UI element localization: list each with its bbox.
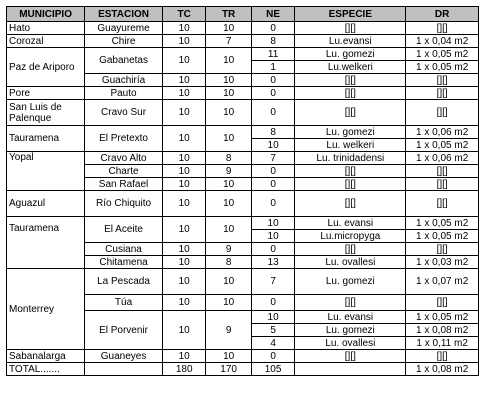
tr-cell: 9 (206, 311, 251, 350)
estacion-cell: Cravo Alto (85, 152, 163, 165)
especie-cell: Lu. welkeri (295, 139, 406, 152)
tr-cell: 8 (206, 152, 251, 165)
especie-cell: Lu. trinidadensi (295, 152, 406, 165)
dr-cell: 1 x 0,05 m2 (406, 48, 479, 61)
header-dr: DR (406, 7, 479, 22)
tc-cell: 10 (162, 295, 206, 311)
especie-cell: Lu.micropyga (295, 230, 406, 243)
estacion-cell: El Pretexto (85, 126, 163, 152)
estacion-cell: Cusiana (85, 243, 163, 256)
municipio-cell: Aguazul (7, 191, 85, 217)
header-especie: ESPECIE (295, 7, 406, 22)
dr-cell: [][] (406, 100, 479, 126)
ne-cell: 0 (251, 295, 295, 311)
total-especie-cell (295, 363, 406, 376)
estacion-cell: Guayureme (85, 22, 163, 35)
tr-cell: 10 (206, 100, 251, 126)
municipio-cell: Tauramena (7, 217, 85, 269)
ne-cell: 7 (251, 152, 295, 165)
tc-cell: 10 (162, 100, 206, 126)
tr-cell: 10 (206, 74, 251, 87)
total-label: TOTAL....... (7, 363, 85, 376)
ne-cell: 0 (251, 178, 295, 191)
tr-cell: 10 (206, 87, 251, 100)
tr-cell: 10 (206, 191, 251, 217)
estacion-cell: Charte (85, 165, 163, 178)
municipio-cell: San Luis de Palenque (7, 100, 85, 126)
dr-cell: [][] (406, 87, 479, 100)
tc-cell: 10 (162, 311, 206, 350)
especie-cell: [][] (295, 243, 406, 256)
tc-cell: 10 (162, 350, 206, 363)
dr-cell: [][] (406, 243, 479, 256)
estacion-cell: Cravo Sur (85, 100, 163, 126)
total-tr: 170 (206, 363, 251, 376)
tr-cell: 10 (206, 126, 251, 152)
municipio-cell: Paz de Ariporo (7, 48, 85, 87)
table-row (7, 126, 479, 139)
dr-cell: 1 x 0,05 m2 (406, 217, 479, 230)
estacion-cell: El Aceite (85, 217, 163, 243)
estacion-cell: El Porvenir (85, 311, 163, 350)
tc-cell: 10 (162, 22, 206, 35)
tr-cell: 10 (206, 295, 251, 311)
tc-cell: 10 (162, 178, 206, 191)
table-row (7, 35, 479, 48)
dr-cell: [][] (406, 191, 479, 217)
ne-cell: 13 (251, 256, 295, 269)
ne-cell: 8 (251, 126, 295, 139)
tr-cell: 10 (206, 48, 251, 74)
table-row (7, 152, 479, 165)
ne-cell: 4 (251, 337, 295, 350)
tc-cell: 10 (162, 217, 206, 243)
estacion-cell: Guachiría (85, 74, 163, 87)
tr-cell: 10 (206, 217, 251, 243)
especie-cell: Lu. evansi (295, 311, 406, 324)
table-row (7, 191, 479, 217)
tc-cell: 10 (162, 48, 206, 74)
tc-cell: 10 (162, 152, 206, 165)
data-sheet (6, 6, 479, 376)
municipio-cell: Tauramena (7, 126, 85, 152)
dr-cell: [][] (406, 350, 479, 363)
municipio-cell: Sabanalarga (7, 350, 85, 363)
total-ne: 105 (251, 363, 295, 376)
dr-cell: [][] (406, 22, 479, 35)
estacion-cell: Pauto (85, 87, 163, 100)
tr-cell: 10 (206, 269, 251, 295)
especie-cell: [][] (295, 191, 406, 217)
total-tc: 180 (162, 363, 206, 376)
dr-cell: [][] (406, 74, 479, 87)
ne-cell: 5 (251, 324, 295, 337)
especie-cell: Lu. gomezi (295, 324, 406, 337)
total-estacion-cell (85, 363, 163, 376)
ne-cell: 10 (251, 217, 295, 230)
estacion-cell: San Rafael (85, 178, 163, 191)
especie-cell: Lu.evansi (295, 35, 406, 48)
especie-cell: Lu. gomezi (295, 126, 406, 139)
dr-cell: 1 x 0,06 m2 (406, 126, 479, 139)
ne-cell: 0 (251, 100, 295, 126)
table-row (7, 269, 479, 295)
estacion-cell: Chire (85, 35, 163, 48)
table-row (7, 217, 479, 230)
dr-cell: 1 x 0,05 m2 (406, 230, 479, 243)
municipio-cell: Pore (7, 87, 85, 100)
header-ne: NE (251, 7, 295, 22)
dr-cell: 1 x 0,04 m2 (406, 35, 479, 48)
especie-cell: Lu. evansi (295, 217, 406, 230)
especie-cell: Lu. ovallesi (295, 256, 406, 269)
especie-cell: Lu. ovallesi (295, 337, 406, 350)
especie-cell: Lu.welkeri (295, 61, 406, 74)
total-dr: 1 x 0,08 m2 (406, 363, 479, 376)
especie-cell: [][] (295, 22, 406, 35)
header-row (7, 7, 479, 22)
tc-cell: 10 (162, 35, 206, 48)
especie-cell: Lu. gomezi (295, 48, 406, 61)
table-row (7, 350, 479, 363)
especie-cell: [][] (295, 74, 406, 87)
dr-cell: [][] (406, 165, 479, 178)
tr-cell: 9 (206, 243, 251, 256)
tr-cell: 10 (206, 178, 251, 191)
dr-cell: [][] (406, 178, 479, 191)
estacion-cell: Guaneyes (85, 350, 163, 363)
especie-cell: Lu. gomezi (295, 269, 406, 295)
especie-cell: [][] (295, 295, 406, 311)
municipio-cell: Corozal (7, 35, 85, 48)
header-estacion: ESTACION (85, 7, 163, 22)
header-municipio: MUNICIPIO (7, 7, 85, 22)
especie-cell: [][] (295, 100, 406, 126)
dr-cell: 1 x 0,06 m2 (406, 152, 479, 165)
municipio-cell: Hato (7, 22, 85, 35)
tr-cell: 7 (206, 35, 251, 48)
tc-cell: 10 (162, 243, 206, 256)
dr-cell: 1 x 0,05 m2 (406, 311, 479, 324)
tr-cell: 9 (206, 165, 251, 178)
estacion-cell: Chitamena (85, 256, 163, 269)
especie-cell: [][] (295, 178, 406, 191)
dr-cell: 1 x 0,05 m2 (406, 61, 479, 74)
ne-cell: 8 (251, 35, 295, 48)
municipio-cell: Monterrey (7, 269, 85, 350)
estacion-cell: La Pescada (85, 269, 163, 295)
sampling-table (6, 6, 479, 376)
tr-cell: 10 (206, 22, 251, 35)
ne-cell: 0 (251, 165, 295, 178)
ne-cell: 0 (251, 350, 295, 363)
ne-cell: 0 (251, 22, 295, 35)
ne-cell: 0 (251, 243, 295, 256)
tc-cell: 10 (162, 74, 206, 87)
ne-cell: 11 (251, 48, 295, 61)
ne-cell: 0 (251, 191, 295, 217)
estacion-cell: Túa (85, 295, 163, 311)
dr-cell: 1 x 0,07 m2 (406, 269, 479, 295)
tr-cell: 10 (206, 350, 251, 363)
dr-cell: 1 x 0,05 m2 (406, 139, 479, 152)
header-tr: TR (206, 7, 251, 22)
tc-cell: 10 (162, 191, 206, 217)
ne-cell: 7 (251, 269, 295, 295)
dr-cell: 1 x 0,03 m2 (406, 256, 479, 269)
municipio-cell: Yopal (7, 152, 85, 191)
dr-cell: 1 x 0,08 m2 (406, 324, 479, 337)
tc-cell: 10 (162, 269, 206, 295)
tr-cell: 8 (206, 256, 251, 269)
ne-cell: 10 (251, 230, 295, 243)
especie-cell: [][] (295, 87, 406, 100)
header-tc: TC (162, 7, 206, 22)
ne-cell: 10 (251, 311, 295, 324)
table-row (7, 22, 479, 35)
table-row (7, 100, 479, 126)
ne-cell: 0 (251, 87, 295, 100)
tc-cell: 10 (162, 126, 206, 152)
ne-cell: 1 (251, 61, 295, 74)
estacion-cell: Río Chiquito (85, 191, 163, 217)
estacion-cell: Gabanetas (85, 48, 163, 74)
especie-cell: [][] (295, 350, 406, 363)
dr-cell: [][] (406, 295, 479, 311)
total-row (7, 363, 479, 376)
dr-cell: 1 x 0,11 m2 (406, 337, 479, 350)
tc-cell: 10 (162, 256, 206, 269)
tc-cell: 10 (162, 87, 206, 100)
tc-cell: 10 (162, 165, 206, 178)
especie-cell: [][] (295, 165, 406, 178)
ne-cell: 0 (251, 74, 295, 87)
table-row (7, 87, 479, 100)
ne-cell: 10 (251, 139, 295, 152)
table-row (7, 48, 479, 61)
